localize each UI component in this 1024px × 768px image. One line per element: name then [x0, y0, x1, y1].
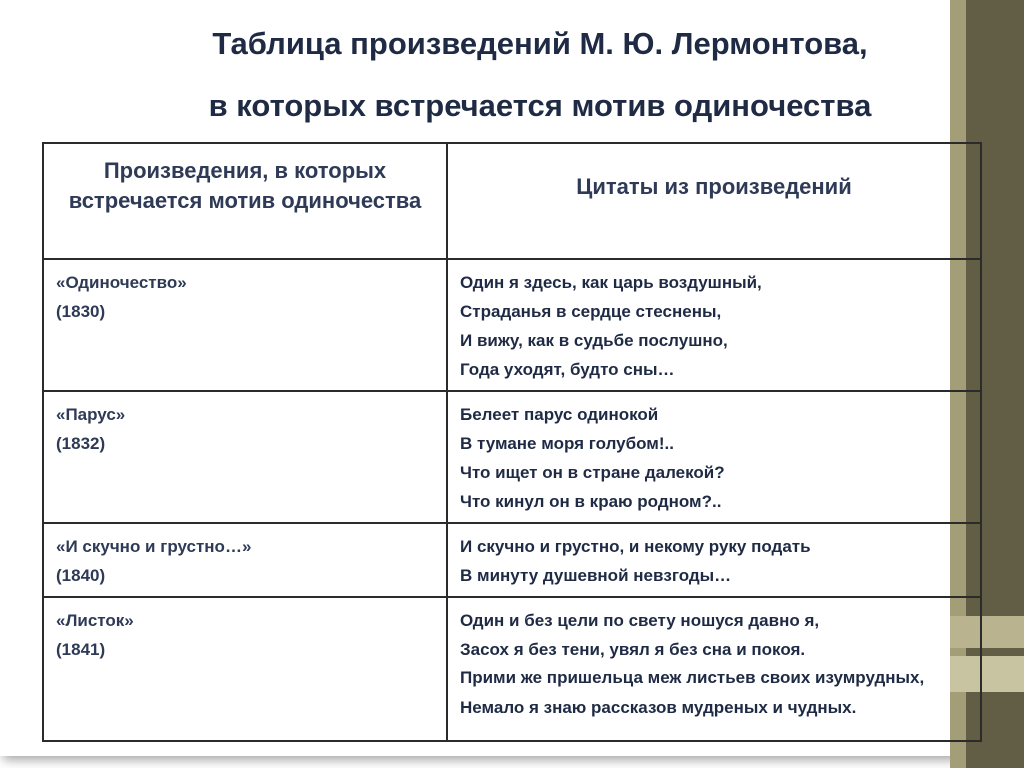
work-cell: [43, 597, 447, 741]
title-line-2: в которых встречается мотив одиночества: [208, 88, 872, 123]
title-line-1: Таблица произведений М. Ю. Лермонтова,: [212, 26, 868, 61]
table-header-row: [43, 143, 981, 259]
quote-line: Один и без цели по свету ношуся давно я,: [460, 611, 820, 630]
quote-line: Один я здесь, как царь воздушный,: [460, 273, 762, 292]
quote-line: Что кинул он в краю родном?..: [460, 492, 722, 511]
work-year: (1840): [56, 566, 106, 585]
slide-title: [150, 22, 930, 128]
quote-line: Засох я без тени, увял я без сна и покоя.: [460, 640, 806, 659]
quote-line: В минуту душевной невзгоды…: [460, 566, 732, 585]
quote-line: Страданья в сердце стеснены,: [460, 302, 722, 321]
work-title: «Листок»: [56, 611, 134, 630]
quote-cell: [447, 259, 981, 391]
work-title: «Парус»: [56, 405, 126, 424]
quote-line: И вижу, как в судьбе послушно,: [460, 331, 728, 350]
quote-cell: [447, 523, 981, 597]
work-cell: [43, 391, 447, 523]
works-table: [42, 142, 982, 742]
header-quotes: Цитаты из произведений: [447, 143, 981, 259]
table-row: [43, 523, 981, 597]
quote-line: Белеет парус одинокой: [460, 405, 659, 424]
quote-line: Года уходят, будто сны…: [460, 360, 675, 379]
quote-line: Что ищет он в стране далекой?: [460, 463, 725, 482]
quote-line: И скучно и грустно, и некому руку подать: [460, 537, 811, 556]
table-row: [43, 259, 981, 391]
work-year: (1830): [56, 302, 106, 321]
work-cell: [43, 523, 447, 597]
quote-line: В тумане моря голубом!..: [460, 434, 674, 453]
table-row: [43, 391, 981, 523]
work-title: «И скучно и грустно…»: [56, 537, 252, 556]
quote-cell: [447, 597, 981, 741]
work-year: (1841): [56, 640, 106, 659]
quote-line: Прими же пришельца меж листьев своих изумрудных,: [460, 668, 925, 687]
work-title: «Одиночество»: [56, 273, 187, 292]
work-year: (1832): [56, 434, 106, 453]
works-table-container: [42, 142, 980, 730]
quote-cell: [447, 391, 981, 523]
quote-line: Немало я знаю рассказов мудреных и чудных.: [460, 698, 857, 717]
header-works: Произведения, в которых встречается мотив одиночества: [43, 143, 447, 259]
work-cell: [43, 259, 447, 391]
table-row: [43, 597, 981, 741]
